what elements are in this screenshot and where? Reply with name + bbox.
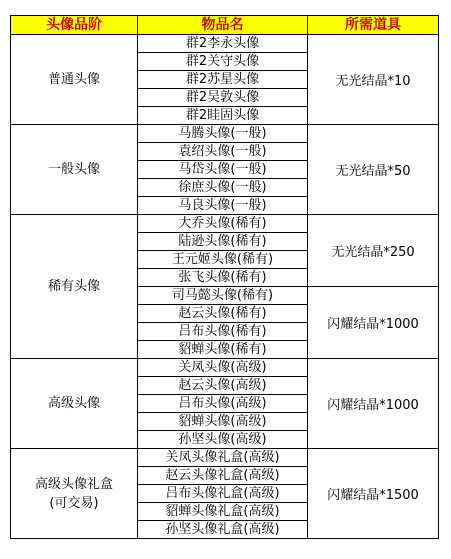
- header-item-name: 物品名: [138, 16, 308, 35]
- header-required-item: 所需道具: [308, 16, 439, 35]
- item-name-cell: 关凤头像礼盒(高级): [138, 449, 308, 467]
- item-name-cell: 貂蝉头像(稀有): [138, 341, 308, 359]
- item-name-cell: 司马懿头像(稀有): [138, 287, 308, 305]
- item-name-cell: 徐庶头像(一般): [138, 179, 308, 197]
- item-name-cell: 貂蝉头像礼盒(高级): [138, 503, 308, 521]
- grade-cell: [11, 449, 138, 539]
- required-item-cell: 无光结晶*250: [308, 215, 439, 287]
- item-name-cell: 群2苏星头像: [138, 71, 308, 89]
- item-name-cell: 赵云头像礼盒(高级): [138, 467, 308, 485]
- table-body: [11, 35, 439, 539]
- avatar-table-container: [10, 15, 438, 539]
- required-item-cell: 无光结晶*50: [308, 125, 439, 215]
- item-name-cell: 马良头像(一般): [138, 197, 308, 215]
- item-name-cell: 赵云头像(高级): [138, 377, 308, 395]
- item-name-cell: 孙坚头像(高级): [138, 431, 308, 449]
- required-item-cell: 闪耀结晶*1500: [308, 449, 439, 539]
- item-name-cell: 赵云头像(稀有): [138, 305, 308, 323]
- item-name-cell: 吕布头像(高级): [138, 395, 308, 413]
- grade-cell: [11, 35, 138, 125]
- item-name-cell: 陆逊头像(稀有): [138, 233, 308, 251]
- avatar-exchange-table: [10, 15, 439, 539]
- grade-label: (可交易): [49, 495, 99, 511]
- item-name-cell: 群2眭固头像: [138, 107, 308, 125]
- item-name-cell: 王元姬头像(稀有): [138, 251, 308, 269]
- table-row: [11, 215, 439, 233]
- item-name-cell: 关凤头像(高级): [138, 359, 308, 377]
- table-row: [11, 35, 439, 53]
- item-name-cell: 吕布头像(稀有): [138, 323, 308, 341]
- item-name-cell: 貂蝉头像(高级): [138, 413, 308, 431]
- item-name-cell: 群2李永头像: [138, 35, 308, 53]
- grade-cell: [11, 215, 138, 359]
- required-item-cell: 无光结晶*10: [308, 35, 439, 125]
- grade-cell: [11, 359, 138, 449]
- table-row: [11, 359, 439, 377]
- item-name-cell: 吕布头像礼盒(高级): [138, 485, 308, 503]
- grade-cell: [11, 125, 138, 215]
- item-name-cell: 马腾头像(一般): [138, 125, 308, 143]
- required-item-cell: 闪耀结晶*1000: [308, 287, 439, 359]
- item-name-cell: 孙坚头像礼盒(高级): [138, 521, 308, 539]
- grade-label: 一般头像: [47, 162, 100, 177]
- grade-label: 高级头像: [47, 396, 100, 411]
- table-row: [11, 125, 439, 143]
- table-row: [11, 449, 439, 467]
- grade-label: 稀有头像: [47, 279, 100, 294]
- item-name-cell: 群2关守头像: [138, 53, 308, 71]
- header-grade: 头像品阶: [11, 16, 138, 35]
- item-name-cell: 大乔头像(稀有): [138, 215, 308, 233]
- grade-label: 高级头像礼盒: [34, 476, 113, 492]
- header-row: [11, 16, 439, 35]
- grade-label: 普通头像: [47, 72, 100, 87]
- item-name-cell: 群2吴敦头像: [138, 89, 308, 107]
- item-name-cell: 袁绍头像(一般): [138, 143, 308, 161]
- item-name-cell: 马岱头像(一般): [138, 161, 308, 179]
- required-item-cell: 闪耀结晶*1000: [308, 359, 439, 449]
- item-name-cell: 张飞头像(稀有): [138, 269, 308, 287]
